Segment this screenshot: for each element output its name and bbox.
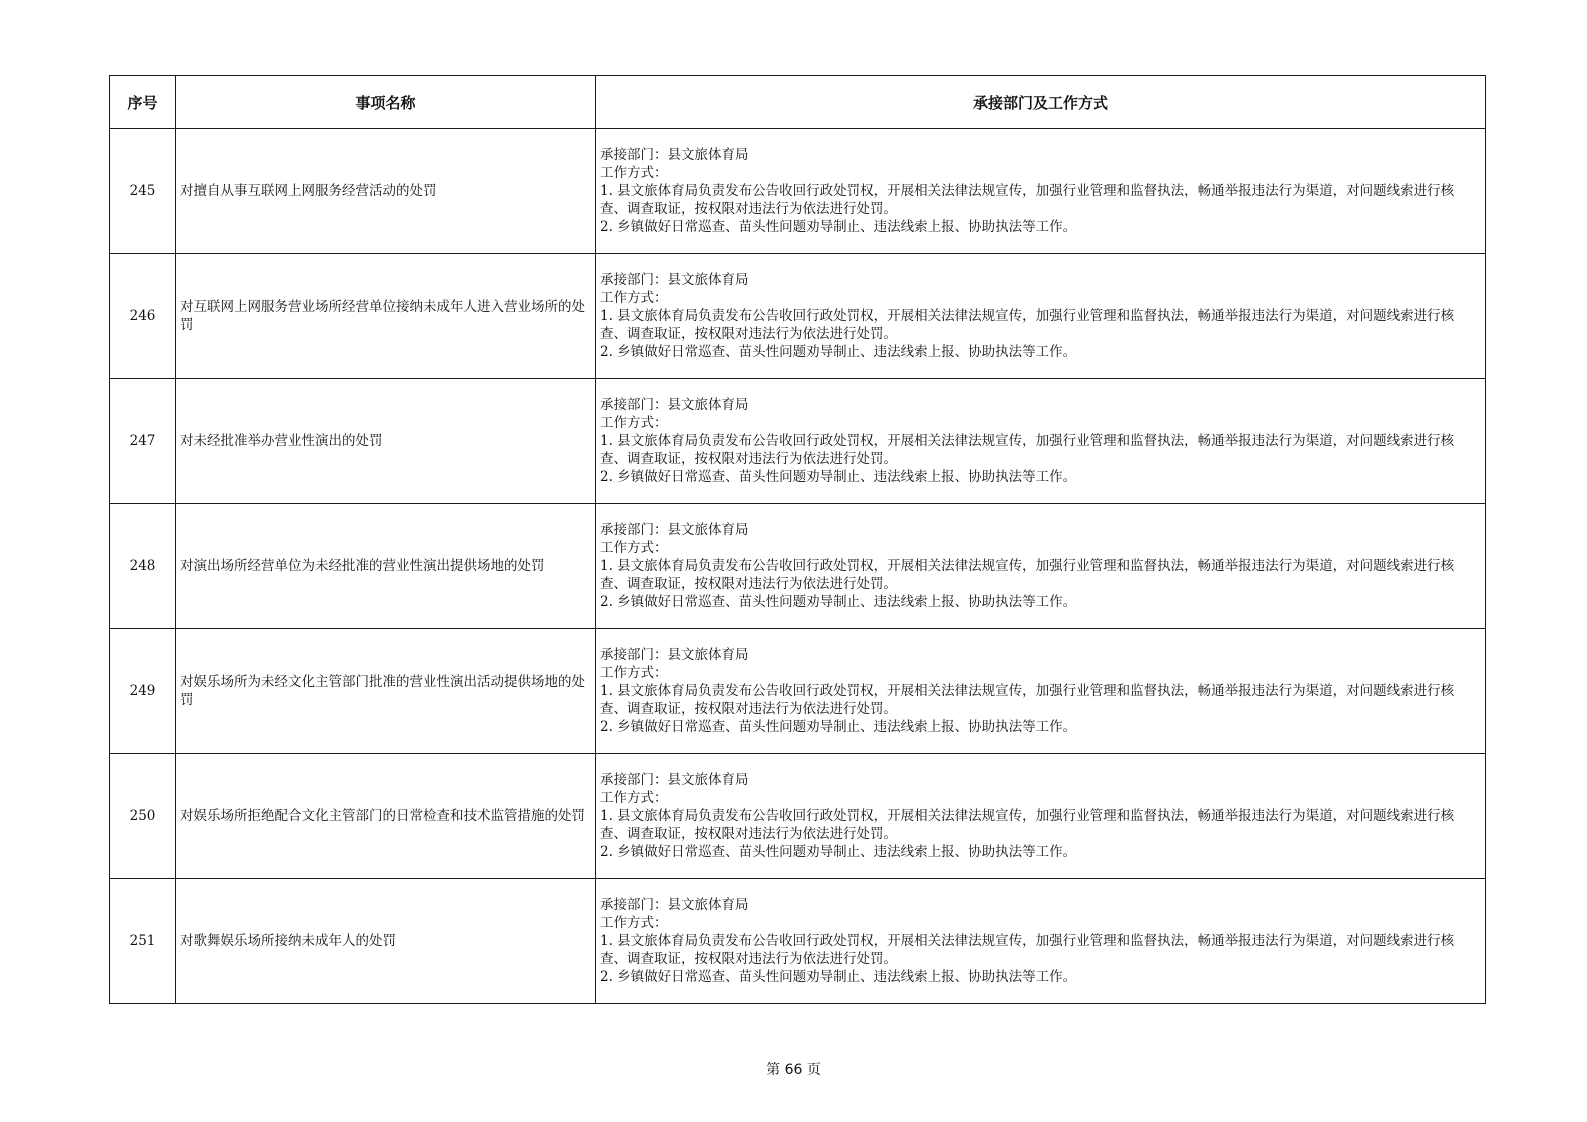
- row-seq: 249: [110, 629, 176, 754]
- method-label: 工作方式：: [600, 915, 668, 931]
- dept-line: 承接部门：县文旅体育局: [600, 522, 749, 538]
- dept-line: 承接部门：县文旅体育局: [600, 272, 749, 288]
- row-seq: 248: [110, 504, 176, 629]
- table-row: [110, 629, 1486, 754]
- row-item-name: 对歌舞娱乐场所接纳未成年人的处罚: [176, 879, 596, 1004]
- method-item-1: 1. 县文旅体育局负责发布公告收回行政处罚权，开展相关法律法规宣传，加强行业管理和监督执法，畅通举报违法行为渠道，对问题线索进行核查、调查取证，按权限对违法行为依法进行处罚。: [600, 683, 1455, 717]
- method-item-2: 2. 乡镇做好日常巡查、苗头性问题劝导制止、违法线索上报、协助执法等工作。: [600, 844, 1077, 860]
- method-item-2: 2. 乡镇做好日常巡查、苗头性问题劝导制止、违法线索上报、协助执法等工作。: [600, 219, 1077, 235]
- method-item-1: 1. 县文旅体育局负责发布公告收回行政处罚权，开展相关法律法规宣传，加强行业管理和监督执法，畅通举报违法行为渠道，对问题线索进行核查、调查取证，按权限对违法行为依法进行处罚。: [600, 808, 1455, 842]
- method-item-2: 2. 乡镇做好日常巡查、苗头性问题劝导制止、违法线索上报、协助执法等工作。: [600, 469, 1077, 485]
- method-label: 工作方式：: [600, 415, 668, 431]
- table-row: [110, 879, 1486, 1004]
- dept-line: 承接部门：县文旅体育局: [600, 897, 749, 913]
- header-item-name: 事项名称: [176, 76, 596, 129]
- table-row: [110, 754, 1486, 879]
- table-row: [110, 504, 1486, 629]
- dept-line: 承接部门：县文旅体育局: [600, 772, 749, 788]
- row-detail: [596, 879, 1486, 1004]
- row-seq: 246: [110, 254, 176, 379]
- row-seq: 245: [110, 129, 176, 254]
- method-label: 工作方式：: [600, 540, 668, 556]
- method-label: 工作方式：: [600, 165, 668, 181]
- header-seq: 序号: [110, 76, 176, 129]
- row-seq: 247: [110, 379, 176, 504]
- method-label: 工作方式：: [600, 790, 668, 806]
- method-item-2: 2. 乡镇做好日常巡查、苗头性问题劝导制止、违法线索上报、协助执法等工作。: [600, 969, 1077, 985]
- row-seq: 250: [110, 754, 176, 879]
- row-item-name: 对演出场所经营单位为未经批准的营业性演出提供场地的处罚: [176, 504, 596, 629]
- row-item-name: 对未经批准举办营业性演出的处罚: [176, 379, 596, 504]
- row-detail: [596, 504, 1486, 629]
- header-dept-method: 承接部门及工作方式: [596, 76, 1486, 129]
- method-item-2: 2. 乡镇做好日常巡查、苗头性问题劝导制止、违法线索上报、协助执法等工作。: [600, 594, 1077, 610]
- method-label: 工作方式：: [600, 665, 668, 681]
- method-item-2: 2. 乡镇做好日常巡查、苗头性问题劝导制止、违法线索上报、协助执法等工作。: [600, 719, 1077, 735]
- dept-line: 承接部门：县文旅体育局: [600, 397, 749, 413]
- row-detail: [596, 129, 1486, 254]
- row-detail: [596, 754, 1486, 879]
- header-row: [110, 76, 1486, 129]
- method-label: 工作方式：: [600, 290, 668, 306]
- row-detail: [596, 379, 1486, 504]
- row-item-name: 对娱乐场所为未经文化主管部门批准的营业性演出活动提供场地的处罚: [176, 629, 596, 754]
- table-row: [110, 254, 1486, 379]
- method-item-2: 2. 乡镇做好日常巡查、苗头性问题劝导制止、违法线索上报、协助执法等工作。: [600, 344, 1077, 360]
- dept-line: 承接部门：县文旅体育局: [600, 647, 749, 663]
- row-item-name: 对娱乐场所拒绝配合文化主管部门的日常检查和技术监管措施的处罚: [176, 754, 596, 879]
- row-detail: [596, 254, 1486, 379]
- method-item-1: 1. 县文旅体育局负责发布公告收回行政处罚权，开展相关法律法规宣传，加强行业管理和监督执法，畅通举报违法行为渠道，对问题线索进行核查、调查取证，按权限对违法行为依法进行处罚。: [600, 933, 1455, 967]
- dept-line: 承接部门：县文旅体育局: [600, 147, 749, 163]
- page-number: 第 66 页: [766, 1062, 821, 1078]
- method-item-1: 1. 县文旅体育局负责发布公告收回行政处罚权，开展相关法律法规宣传，加强行业管理和监督执法，畅通举报违法行为渠道，对问题线索进行核查、调查取证，按权限对违法行为依法进行处罚。: [600, 308, 1455, 342]
- table-row: [110, 129, 1486, 254]
- row-item-name: 对擅自从事互联网上网服务经营活动的处罚: [176, 129, 596, 254]
- row-detail: [596, 629, 1486, 754]
- method-item-1: 1. 县文旅体育局负责发布公告收回行政处罚权，开展相关法律法规宣传，加强行业管理和监督执法，畅通举报违法行为渠道，对问题线索进行核查、调查取证，按权限对违法行为依法进行处罚。: [600, 183, 1455, 217]
- row-item-name: 对互联网上网服务营业场所经营单位接纳未成年人进入营业场所的处罚: [176, 254, 596, 379]
- method-item-1: 1. 县文旅体育局负责发布公告收回行政处罚权，开展相关法律法规宣传，加强行业管理和监督执法，畅通举报违法行为渠道，对问题线索进行核查、调查取证，按权限对违法行为依法进行处罚。: [600, 433, 1455, 467]
- method-item-1: 1. 县文旅体育局负责发布公告收回行政处罚权，开展相关法律法规宣传，加强行业管理和监督执法，畅通举报违法行为渠道，对问题线索进行核查、调查取证，按权限对违法行为依法进行处罚。: [600, 558, 1455, 592]
- table-row: [110, 379, 1486, 504]
- matters-table: [109, 75, 1486, 1004]
- row-seq: 251: [110, 879, 176, 1004]
